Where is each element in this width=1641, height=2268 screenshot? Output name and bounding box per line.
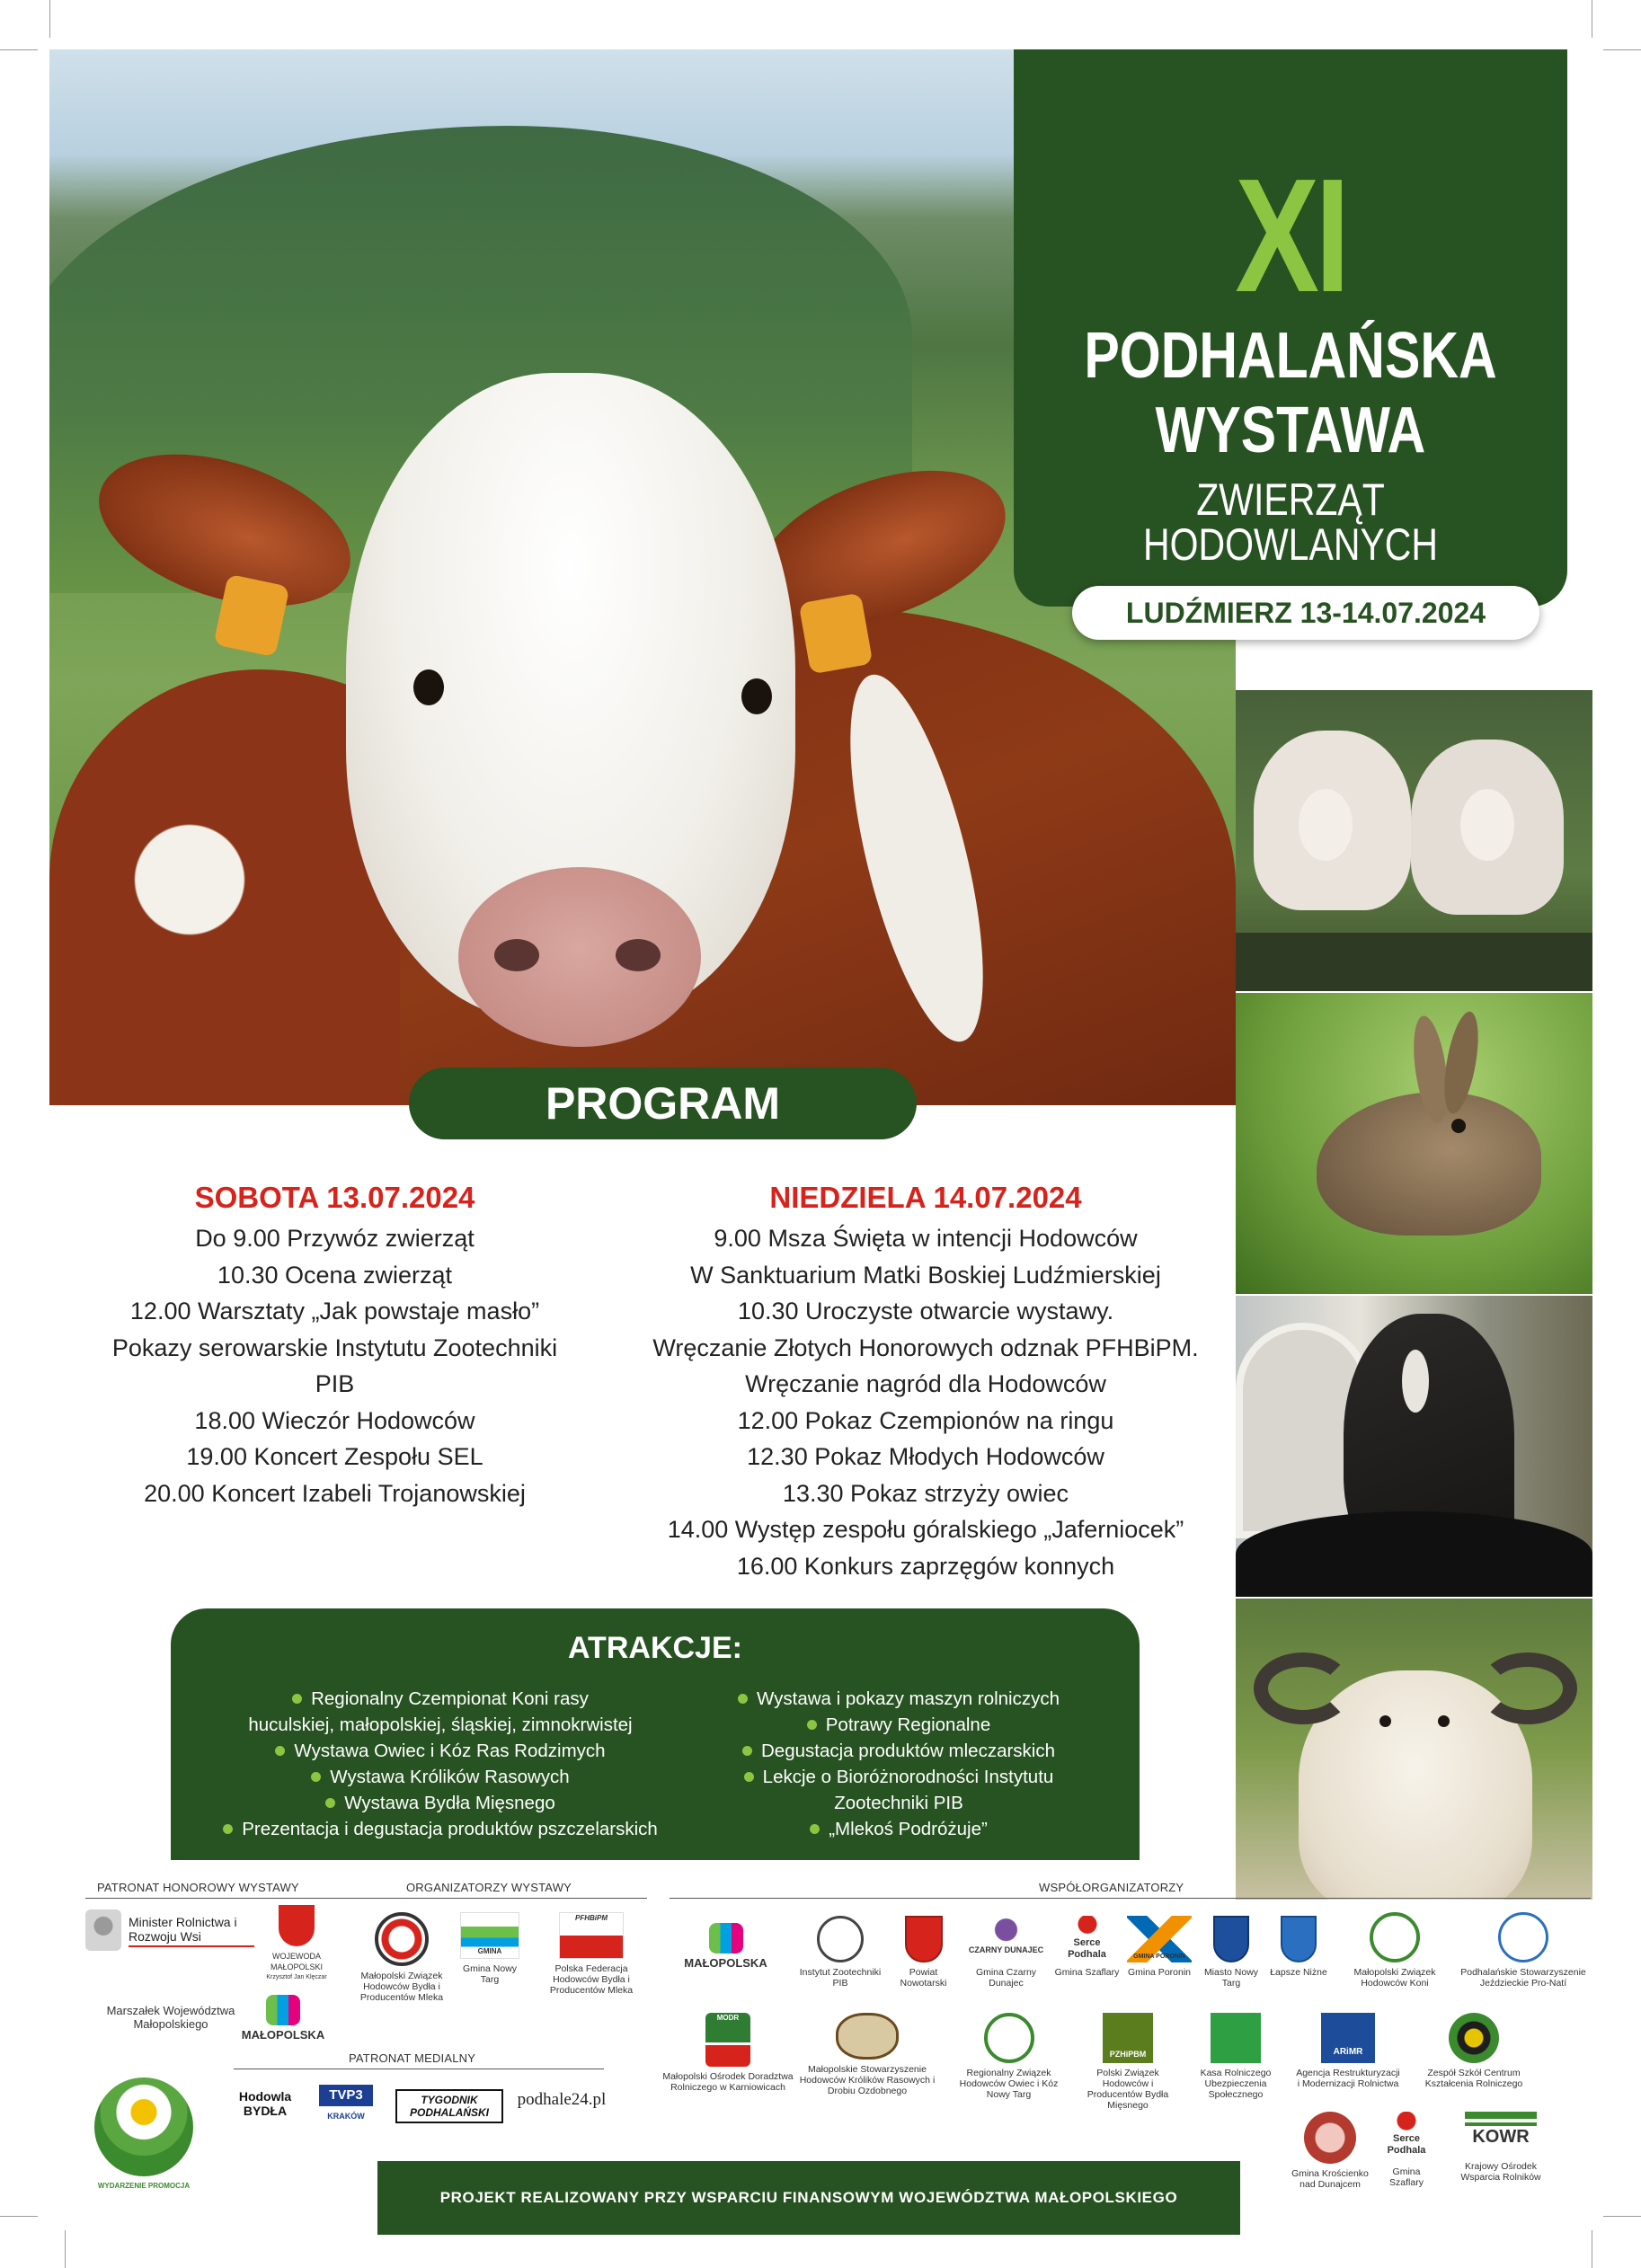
crop-mark-top-right: [1603, 49, 1641, 50]
modr-icon: MODR: [705, 2013, 750, 2067]
attractions-title: ATRAKCJE:: [568, 1631, 742, 1665]
sunday-event: Wręczanie Złotych Honorowych odznak PFHBiPM.: [652, 1333, 1199, 1361]
attraction-item: huculskiej, małopolskiej, śląskiej, zimnokrwistej: [248, 1714, 633, 1735]
sunday-event: 14.00 Występ zespołu góralskiego „Jaferniocek”: [667, 1516, 1184, 1543]
coorganizers-label: WSPÓŁORGANIZATORZY: [1039, 1881, 1184, 1894]
coop-arimr: ARiMR Agencja Restrukturyzacji i Modernizacji Rolnictwa: [1294, 2013, 1402, 2089]
sheep-badge-icon: [984, 2013, 1034, 2063]
title-line-1: PODHALAŃSKA: [1084, 320, 1497, 392]
coop-powiat: Powiat Nowotarski: [890, 1916, 957, 1989]
horse-badge-icon: [1370, 1912, 1420, 1962]
saturday-column: [94, 1175, 575, 1511]
bullet-icon: [744, 1772, 754, 1782]
pzhipbm-icon: PZHiPBM: [1103, 2013, 1153, 2063]
tvp3-badge-icon: TVP3: [319, 2085, 373, 2106]
kroscienko-crest-icon: [1304, 2112, 1356, 2164]
coop-lapsze-nizne: Łapsze Niżne: [1267, 1916, 1330, 1978]
malopolska-m-icon: [266, 1995, 300, 2025]
saturday-event: 10.30 Ocena zwierząt: [217, 1261, 453, 1289]
coop-czarny-dunajec: CZARNY DUNAJEC Gmina Czarny Dunajec: [963, 1916, 1049, 1989]
attraction-item: Wystawa Królików Rasowych: [207, 1764, 674, 1790]
saturday-title: SOBOTA 13.07.2024: [194, 1181, 475, 1214]
attraction-item: Wystawa Owiec i Kóz Ras Rodzimych: [207, 1738, 674, 1764]
title-line-3: ZWIERZĄT HODOWLANYCH: [1142, 474, 1439, 570]
sunday-event: 13.30 Pokaz strzyży owiec: [782, 1479, 1069, 1507]
sunday-event: 9.00 Msza Święta w intencji Hodowców: [714, 1225, 1138, 1252]
attraction-item: Potrawy Regionalne: [674, 1712, 1123, 1738]
attraction-item: Zootechniki PIB: [834, 1793, 963, 1813]
sunday-event: 10.30 Uroczyste otwarcie wystawy.: [737, 1298, 1114, 1324]
organizers-divider: [342, 1898, 647, 1899]
honorary-patronage-label: PATRONAT HONOROWY WYSTAWY: [97, 1881, 299, 1894]
farm-promo-icon: [94, 2078, 193, 2176]
attraction-item: Lekcje o Bioróżnorodności Instytutu: [674, 1764, 1123, 1790]
coop-zsckr: Zespół Szkół Centrum Kształcenia Rolniczego: [1411, 2013, 1537, 2089]
bullet-icon: [738, 1694, 748, 1704]
eagle-emblem-icon: [85, 1909, 121, 1951]
crop-mark-top-left: [0, 49, 38, 50]
media-patronage-label: PATRONAT MEDIALNY: [349, 2051, 476, 2065]
saturday-event: 18.00 Wieczór Hodowców: [194, 1406, 475, 1434]
saturday-event: 12.00 Warsztaty „Jak powstaje masło”: [129, 1298, 540, 1324]
attraction-item: „Mlekoś Podróżuje”: [674, 1816, 1123, 1842]
coop-szaflary-2: Serce Podhala Gmina Szaflary: [1375, 2112, 1438, 2188]
czarny-dunajec-icon: CZARNY DUNAJEC: [968, 1916, 1044, 1962]
attraction-item: Wystawa Bydła Mięsnego: [207, 1790, 674, 1816]
lapsze-crest-icon: [1281, 1916, 1317, 1962]
saturday-event: 19.00 Koncert Zespołu SEL: [186, 1443, 483, 1470]
bullet-icon: [223, 1824, 233, 1834]
krus-icon: [1211, 2013, 1261, 2063]
school-badge-icon: [1449, 2013, 1499, 2063]
sunday-event: W Sanktuarium Matki Boskiej Ludźmierskiej: [690, 1261, 1161, 1289]
attractions-right-column: [674, 1686, 1123, 1842]
hero-ear-tag-right: [799, 593, 874, 675]
bullet-icon: [810, 1824, 820, 1834]
sunday-title: NIEDZIELA 14.07.2024: [769, 1181, 1082, 1214]
bullet-icon: [325, 1798, 335, 1808]
coop-kowr: KOWR Krajowy Ośrodek Wsparcia Rolników: [1451, 2112, 1550, 2183]
bullet-icon: [275, 1746, 285, 1756]
coop-gmina-szaflary: Serce Podhala Gmina Szaflary: [1053, 1916, 1121, 1978]
photo-rabbit: [1236, 993, 1592, 1294]
funding-banner: PROJEKT REALIZOWANY PRZY WSPARCIU FINANSOWYM WOJEWÓDZTWA MAŁOPOLSKIEGO: [377, 2161, 1240, 2235]
bullet-icon: [292, 1694, 302, 1704]
serce-podhala-icon: Serce Podhala: [1378, 2112, 1435, 2162]
coop-rzhoik: Regionalny Związek Hodowców Owiec i Kóz Nowy Targ: [953, 2013, 1065, 2100]
sunday-event: 16.00 Konkurs zaprzęgów konnych: [736, 1552, 1115, 1580]
poronin-mountains-icon: GMINA PORONIN: [1127, 1916, 1192, 1962]
sunday-event: 12.30 Pokaz Młodych Hodowców: [747, 1443, 1104, 1470]
pfhbipm-cow-icon: PFHBiPM: [559, 1912, 624, 1959]
coop-pzhipbm: PZHiPBM Polski Związek Hodowców i Producentów Bydła Mięsnego: [1074, 2013, 1182, 2111]
hero-cow-eye-right: [741, 678, 772, 714]
crop-mark-bottom-left: [0, 2216, 38, 2217]
bullet-icon: [807, 1720, 817, 1730]
media-tvp3: TVP3 KRAKÓW: [315, 2085, 377, 2122]
bullet-icon: [311, 1772, 321, 1782]
organizer-mzhb: Małopolski Związek Hodowców Bydła i Producentów Mleka: [352, 1912, 451, 2003]
coop-pro-nati: Podhalańskie Stowarzyszenie Jeździeckie Pro-Natí: [1456, 1912, 1591, 1989]
bullet-icon: [742, 1746, 752, 1756]
photo-horse: [1236, 1296, 1592, 1597]
location-date-pill: LUDŹMIERZ 13-14.07.2024: [1072, 586, 1539, 640]
coop-modr: MODR Małopolski Ośrodek Doradztwa Rolniczego w Karniowicach: [662, 2014, 794, 2093]
coop-mzhk: Małopolski Związek Hodowców Koni: [1336, 1912, 1453, 1989]
crop-mark-bottom-right: [1603, 2216, 1641, 2217]
saturday-event: Do 9.00 Przywóz zwierząt: [195, 1225, 475, 1252]
kowr-icon: KOWR: [1465, 2112, 1537, 2157]
hero-cow-nostril-left: [494, 939, 539, 971]
media-tygodnik-podhalanski: TYGODNIK PODHALAŃSKI: [395, 2089, 503, 2123]
coop-miasto-nowy-targ: Miasto Nowy Targ: [1200, 1916, 1263, 1989]
organizer-pfhbipm: PFHBiPM Polska Federacja Hodowców Bydła i Producentów Mleka: [549, 1914, 634, 1996]
crop-mark-top-left-v: [49, 0, 50, 38]
photo-ram: [1236, 1599, 1592, 1900]
sunday-event: Wręczanie nagród dla Hodowców: [745, 1370, 1106, 1397]
hero-cow-nostril-right: [616, 939, 661, 971]
malopolska-m-icon: [709, 1923, 743, 1953]
nowy-targ-crest-icon: [1213, 1916, 1249, 1962]
saturday-event: 20.00 Koncert Izabeli Trojanowskiej: [144, 1479, 526, 1507]
media-hodowla-bydla: Hodowla BYDŁA: [238, 2089, 292, 2118]
organizer-gmina-nowy-targ: GMINA Gmina Nowy Targ: [454, 1912, 526, 1985]
arimr-icon: ARiMR: [1321, 2013, 1375, 2063]
eagle-crest-icon: [279, 1905, 315, 1946]
photo-white-cattle: [1236, 690, 1592, 991]
crop-mark-bottom-left-v: [65, 2230, 66, 2268]
rabbit-poultry-badge-icon: [836, 2013, 899, 2060]
coop-malopolska-logo: MAŁOPOLSKA: [670, 1923, 782, 1969]
organizers-label: ORGANIZATORZY WYSTAWY: [406, 1881, 572, 1894]
rider-badge-icon: [1498, 1912, 1548, 1962]
attraction-item: Wystawa i pokazy maszyn rolniczych: [674, 1686, 1123, 1712]
title-block: [1014, 49, 1567, 607]
coop-krus: Kasa Rolniczego Ubezpieczenia Społecznego: [1186, 2013, 1285, 2100]
edition-number: XI: [1235, 146, 1346, 326]
cow-badge-icon: [375, 1912, 429, 1966]
malopolska-honorary-logo: MAŁOPOLSKA: [229, 1995, 337, 2041]
program-heading: PROGRAM: [409, 1068, 917, 1139]
title-line-2: WYSTAWA: [1155, 394, 1426, 466]
coop-gmina-poronin: GMINA PORONIN Gmina Poronin: [1123, 1916, 1195, 1978]
saturday-event: Pokazy serowarskie Instytutu Zootechniki PIB: [111, 1333, 558, 1397]
media-podhale24: podhale24.pl: [517, 2090, 607, 2109]
coorganizers-divider: [670, 1898, 1591, 1899]
izoo-seal-icon: [817, 1916, 864, 1962]
marszalek-logo: Marszałek Województwa Małopolskiego: [106, 2004, 235, 2031]
serce-podhala-icon: Serce Podhala: [1056, 1916, 1119, 1962]
attraction-item: Prezentacja i degustacja produktów pszczelarskich: [207, 1816, 674, 1842]
coop-izoo: Instytut Zootechniki PIB: [791, 1916, 890, 1989]
coop-mshkr: Małopolskie Stowarzyszenie Hodowców Królików Rasowych i Drobiu Ozdobnego: [791, 2013, 944, 2096]
attraction-item: Degustacja produktów mleczarskich: [674, 1738, 1123, 1764]
promo-logo: WYDARZENIE PROMOCJA: [90, 2078, 198, 2192]
wojewoda-logo: WOJEWODA MAŁOPOLSKI Krzysztof Jan Klęczar: [252, 1905, 342, 1983]
sunday-event: 12.00 Pokaz Czempionów na ringu: [737, 1406, 1114, 1434]
gmina-nowy-targ-icon: GMINA: [460, 1912, 519, 1959]
attractions-box: [171, 1608, 1140, 1860]
hero-cow-eye-left: [413, 669, 444, 705]
powiat-crest-icon: [905, 1916, 943, 1962]
attraction-item: Regionalny Czempionat Koni rasy: [207, 1686, 674, 1712]
sunday-column: [611, 1175, 1240, 1584]
coop-kroscienko: Gmina Krościenko nad Dunajcem: [1285, 2112, 1375, 2190]
attractions-left-column: [207, 1686, 674, 1842]
hero-ear-tag-left: [213, 574, 289, 658]
